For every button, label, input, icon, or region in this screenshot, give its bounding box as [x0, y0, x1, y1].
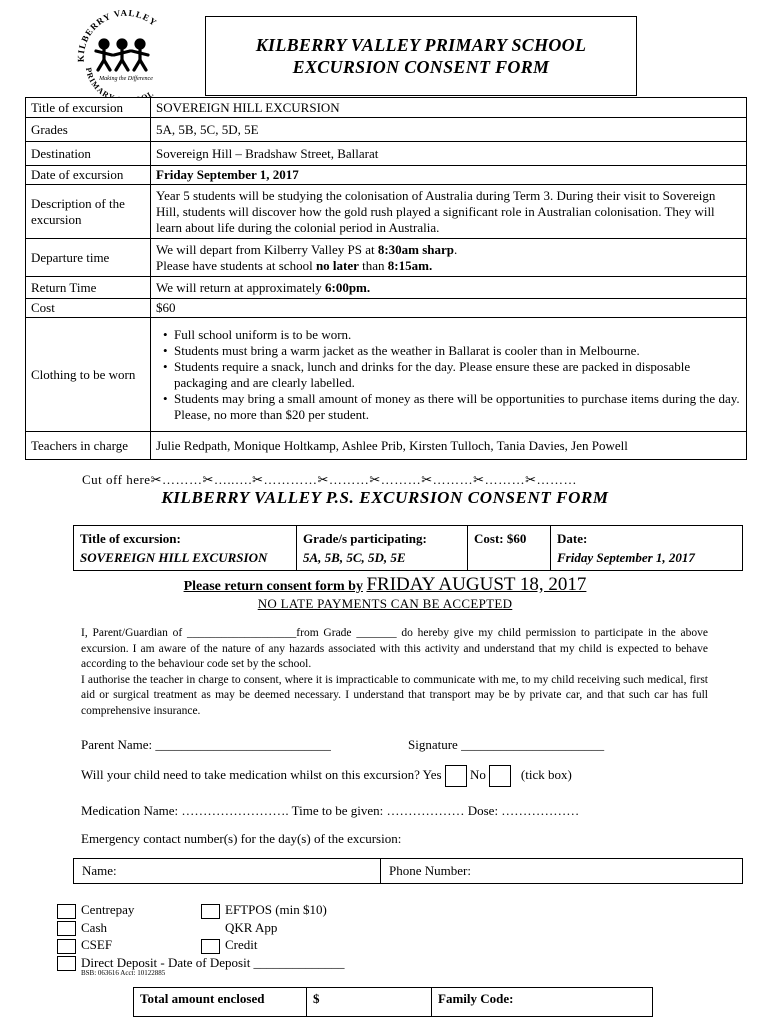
- emergency-contact-label: Emergency contact number(s) for the day(s) of the excursion:: [81, 831, 402, 846]
- school-name: KILBERRY VALLEY PRIMARY SCHOOL: [255, 35, 587, 55]
- return-value: [151, 277, 747, 299]
- departure-label: Departure time: [26, 239, 151, 277]
- date-value: Friday September 1, 2017: [151, 166, 747, 185]
- total-amount-field[interactable]: $: [307, 988, 432, 1017]
- destination-value: Sovereign Hill – Bradshaw Street, Ballarat: [151, 142, 747, 166]
- school-logo: [70, 10, 180, 98]
- arrival-than: than: [358, 257, 388, 273]
- consent-paragraph-2: I authorise the teacher in charge to consent, where it is impracticable to communicate with me, to my child receiving such medical, first aid or surgical treatment as may be deemed necessary. I understand that transport may be by private car, and that such car has full comprehensive insurance.: [81, 673, 708, 717]
- family-code-field[interactable]: Family Code:: [432, 988, 653, 1017]
- logo-motto: Making the Difference: [99, 76, 153, 82]
- cut-off-line: Cut off here✂………✂…..….✂…………✂………✂………✂………✂………✂………: [82, 472, 577, 487]
- credit-label: Credit: [225, 937, 258, 953]
- clothing-label: Clothing to be worn: [26, 318, 151, 432]
- cash-checkbox[interactable]: [57, 921, 76, 936]
- slip-summary-table: [73, 525, 743, 571]
- return-time: 6:00pm.: [324, 279, 371, 295]
- total-amount-label: Total amount enclosed: [134, 988, 307, 1017]
- slip-cost-cell: Cost: $60: [468, 526, 551, 571]
- parent-name-field[interactable]: Parent Name: ___________________________: [81, 737, 331, 752]
- credit-checkbox[interactable]: [201, 939, 220, 954]
- emergency-contact-table: [73, 858, 743, 884]
- clothing-item: • Students may bring a small amount of money as there will be opportunities to purchase items during the day. Please, no more than $20 per student.: [165, 391, 741, 423]
- cost-label: Cost: [26, 299, 151, 318]
- return-by-notice: [0, 574, 770, 596]
- grades-label: Grades: [26, 118, 151, 142]
- contact-name-field[interactable]: Name:: [74, 859, 381, 884]
- eftpos-checkbox[interactable]: [201, 904, 220, 919]
- description-label: Description of the excursion: [26, 185, 151, 239]
- slip-title: KILBERRY VALLEY P.S. EXCURSION CONSENT FORM: [161, 488, 609, 507]
- qkr-label: QKR App: [225, 919, 278, 935]
- slip-title-value: SOVEREIGN HILL EXCURSION: [80, 550, 268, 565]
- form-name: EXCURSION CONSENT FORM: [292, 57, 550, 77]
- cash-label: Cash: [81, 919, 107, 935]
- clothing-item: • Students must bring a warm jacket as the weather in Ballarat is cooler than in Melbourne.: [165, 343, 741, 359]
- departure-period: .: [454, 241, 458, 257]
- teachers-label: Teachers in charge: [26, 432, 151, 460]
- direct-deposit-checkbox[interactable]: [57, 956, 76, 971]
- no-checkbox[interactable]: [489, 765, 511, 787]
- payment-options-right: [201, 901, 327, 954]
- return-text: We will return at approximately: [156, 279, 325, 295]
- csef-label: CSEF: [81, 937, 113, 953]
- clothing-item: • Students require a snack, lunch and drinks for the day. Please ensure these are packed in disposable packaging and are clearly labelled.: [165, 359, 741, 391]
- no-label: No: [470, 766, 486, 782]
- consent-paragraph-1: I, Parent/Guardian of ___________________from Grade _______ do hereby give my child permission to participate in the above excursion. I am aware of the nature of any hazards associated with this activity and understand that my child is expected to behave according to the behaviour code set by the school.: [81, 627, 708, 670]
- tick-box-label: (tick box): [520, 766, 572, 782]
- return-by-prefix: Please return consent form by: [183, 579, 363, 594]
- departure-text: We will depart from Kilberry Valley PS at: [156, 241, 378, 257]
- slip-date-value: Friday September 1, 2017: [557, 550, 695, 565]
- arrival-time: 8:15am.: [387, 257, 433, 273]
- slip-grades-label: Grade/s participating:: [303, 531, 427, 546]
- clothing-list: [156, 327, 741, 423]
- bank-details: BSB: 063616 Acct: 10122885: [81, 969, 166, 977]
- title-label: Title of excursion: [26, 98, 151, 118]
- grades-value: 5A, 5B, 5C, 5D, 5E: [151, 118, 747, 142]
- medication-question: [81, 765, 701, 787]
- date-label: Date of excursion: [26, 166, 151, 185]
- slip-date-label: Date:: [557, 531, 588, 546]
- description-value: Year 5 students will be studying the colonisation of Australia during Term 3. During their visit to Sovereign Hill, students will discover how the gold rush played a significant role in Australian colonisation. They will learn about life during the colonial period in Australia.: [151, 185, 747, 239]
- centrepay-checkbox[interactable]: [57, 904, 76, 919]
- arrival-no-later: no later: [315, 257, 359, 273]
- slip-title-cell: [74, 526, 297, 571]
- direct-deposit-label: Direct Deposit - Date of Deposit ______________: [81, 954, 345, 970]
- consent-statement: [81, 626, 708, 719]
- medication-details-field[interactable]: Medication Name: ……………………. Time to be given: ……………… Dose: ………………: [81, 803, 580, 818]
- return-label: Return Time: [26, 277, 151, 299]
- departure-time: 8:30am sharp: [377, 241, 455, 257]
- cost-value: $60: [151, 299, 747, 318]
- logo-arc-top: KILBERRY VALLEY: [75, 10, 160, 63]
- medication-question-text: Will your child need to take medication whilst on this excursion? Yes: [81, 766, 442, 782]
- slip-date-cell: [551, 526, 743, 571]
- departure-value: [151, 239, 747, 277]
- eftpos-label: EFTPOS (min $10): [225, 902, 327, 917]
- slip-grades-cell: [297, 526, 468, 571]
- csef-checkbox[interactable]: [57, 939, 76, 954]
- teachers-value: Julie Redpath, Monique Holtkamp, Ashlee Prib, Kirsten Tulloch, Tania Davies, Jen Powell: [151, 432, 747, 460]
- qkr-spacer: [201, 921, 220, 936]
- clothing-item: • Full school uniform is to be worn.: [165, 327, 741, 343]
- clothing-value: [151, 318, 747, 432]
- slip-grades-value: 5A, 5B, 5C, 5D, 5E: [303, 550, 406, 565]
- signature-field[interactable]: Signature ______________________: [408, 737, 605, 752]
- destination-label: Destination: [26, 142, 151, 166]
- svg-text:PRIMARY SCHOOL: [84, 67, 156, 98]
- title-value: SOVEREIGN HILL EXCURSION: [151, 98, 747, 118]
- arrival-text: Please have students at school: [156, 257, 316, 273]
- total-amount-table: [133, 987, 653, 1017]
- return-by-date: FRIDAY AUGUST 18, 2017: [366, 574, 587, 595]
- contact-phone-field[interactable]: Phone Number:: [381, 859, 743, 884]
- slip-title-label: Title of excursion:: [80, 531, 181, 546]
- centrepay-label: Centrepay: [81, 902, 135, 917]
- form-title-box: [205, 16, 637, 96]
- logo-arc-bottom: PRIMARY OL: [83, 66, 156, 98]
- yes-checkbox[interactable]: [445, 765, 467, 787]
- excursion-details-table: [25, 97, 747, 460]
- no-late-notice: NO LATE PAYMENTS CAN BE ACCEPTED: [257, 596, 513, 611]
